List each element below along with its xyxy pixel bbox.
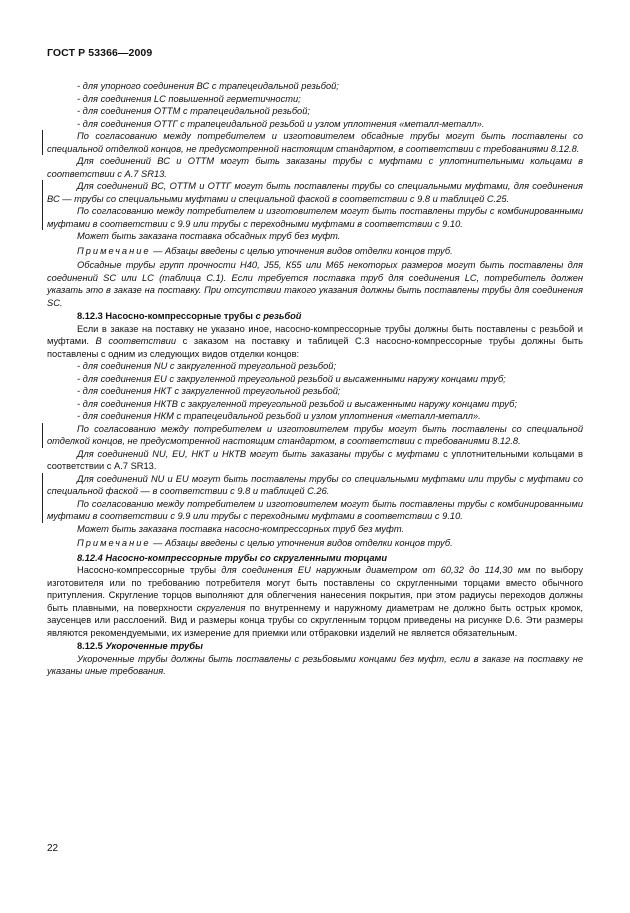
paragraph: Может быть заказана поставка насосно-компрессорных труб без муфт.: [77, 523, 405, 534]
text-run: с заказом на поставку и таблицей С.3 насосно-компрессорные трубы должны быть поставлены с одним из следующих видов отделки концов:: [47, 336, 583, 359]
section-heading: 8.12.4 Насосно-компрессорные трубы со скругленными торцами: [77, 552, 388, 563]
section-title: 8.12.3 Насосно-компрессорные трубы: [77, 311, 253, 321]
text-run: по выбору изготовителя или по требованию потребителя могут быть поставлены со скругленными торцами вместо обычного притупления. Скругление торцов выполняют для облегчения нанесения покрытия, при этом радиусы переходов должны быть плавными, на поверхности: [47, 565, 583, 613]
list-item: - для соединения НКТВ с закругленной треугольной резьбой и высаженными наружу концами труб;: [77, 398, 517, 409]
list-item: - для соединения EU с закругленной треугольной резьбой и высаженными наружу концами труб;: [77, 373, 506, 384]
note-text: — Абзацы введены с целью уточнения видов отделки концов труб.: [150, 245, 453, 256]
text-run: с уплотнительными кольцами в соответствии с А.7 SR13.: [47, 448, 583, 471]
paragraph: [47, 323, 583, 361]
paragraph: [47, 448, 583, 473]
list-item: - для соединения LC повышенной герметичности;: [77, 93, 301, 104]
paragraph: Может быть заказана поставка обсадных труб без муфт.: [77, 231, 341, 241]
text-run: Если в заказе на поставку не указано иное, насосно-компрессорные трубы должны быть поставлены с резьбой и муфтами.: [47, 323, 583, 346]
section-title-italic: Укороченные трубы: [102, 641, 203, 651]
list-item: - для соединения ОТТГ с трапецеидальной резьбой и узлом уплотнения «металл-металл».: [77, 118, 485, 129]
text-run: по внутреннему и наружному диаметрам не должно быть острых кромок, заусенцев или расслоений. Вид и размеры конца трубы со скругленным торцом приведены на рисунке D.6. Эти размеры являются рекомендуемыми, их измерение для приемки или отбраковки изделий не является обязательным.: [47, 602, 583, 638]
paragraph: Для соединений NU и EU могут быть поставлены трубы со специальными муфтами или трубы с муфтами со специальной фаской — в соответствии с 9.8 и таблицей С.26.: [42, 473, 583, 498]
note-label: Примечание: [77, 538, 151, 548]
paragraph: Укороченные трубы должны быть поставлены с резьбовыми концами без муфт, если в заказе на поставку не указаны иные требования.: [47, 653, 583, 676]
text-run: Для соединений NU, EU, НКТ и НКТВ могут быть заказаны трубы с муфтами: [77, 448, 440, 459]
paragraph: По согласованию между потребителем и изготовителем могут быть поставлены трубы с комбинированными муфтами в соответствии с 9.9 или трубы с переходными муфтами в соответствии с 9.10.: [42, 205, 583, 230]
note: [47, 537, 583, 550]
section-heading: [47, 310, 583, 323]
paragraph: Для соединений ВС и ОТТМ могут быть заказаны трубы с муфтами с уплотнительными кольцами в соответствии с А.7 SR13.: [47, 156, 583, 179]
paragraph: По согласованию между потребителем и изготовителем обсадные трубы могут быть поставлены со специальной отделкой концов, не предусмотренной настоящим стандартом, в соответствии с требованиями 8.12.8.: [42, 130, 583, 155]
text-run: Насосно-компрессорные трубы: [77, 565, 217, 575]
text-run: скругления: [192, 602, 246, 613]
section-number: 8.12.5: [77, 641, 103, 651]
list-item: - для соединения НКТ с закругленной треугольной резьбой;: [77, 386, 341, 396]
list-item: - для соединения ОТТМ с трапецеидальной резьбой;: [77, 106, 310, 116]
section-title-italic: с резьбой: [252, 311, 302, 321]
list-item: - для упорного соединения ВС с трапецеидальной резьбой;: [77, 81, 339, 91]
paragraph: По согласованию между потребителем и изготовителем трубы могут быть поставлены со специальной отделкой концов, не предусмотренной настоящим стандартом, в соответствии с требованиями 8.12.8.: [42, 423, 583, 448]
document-body: [47, 80, 583, 678]
paragraph: По согласованию между потребителем и изготовителем могут быть поставлены трубы с комбинированными муфтами в соответствии с 9.9 или трубы с переходными муфтами в соответствии с 9.10.: [42, 498, 583, 523]
section-heading: [47, 640, 583, 653]
page-number: 22: [47, 843, 59, 854]
list-item: - для соединения НКМ с трапецеидальной резьбой и узлом уплотнения «металл-металл».: [77, 411, 481, 421]
paragraph: Обсадные трубы групп прочности Н40, J55, К55 или М65 некоторых размеров могут быть поставлены для соединений SC или LC (таблица С.1). Если требуется поставка труб для соединения LC, потребитель должен указать это в заказе на поставку. При отсутствии такого указания должны быть поставлены трубы для соединения SC.: [47, 260, 583, 308]
note-label: Примечание: [77, 245, 151, 256]
list-item: - для соединения NU с закругленной треугольной резьбой;: [77, 361, 337, 371]
text-run: В соответствии: [88, 336, 177, 346]
note: [47, 245, 583, 258]
note-text: — Абзацы введены с целью уточнения видов отделки концов труб.: [150, 538, 453, 548]
text-run: для соединения EU наружным диаметром от 60,32 до 114,30 мм: [216, 565, 531, 575]
paragraph: Для соединений ВС, ОТТМ и ОТТГ могут быть поставлены трубы со специальными муфтами, для соединения ВС — трубы со специальными муфтами и специальной фаской в соответствии с 9.8 и таблицей С.25.: [42, 180, 583, 205]
page-header: ГОСТ Р 53366—2009: [47, 47, 153, 59]
paragraph: [47, 564, 583, 639]
